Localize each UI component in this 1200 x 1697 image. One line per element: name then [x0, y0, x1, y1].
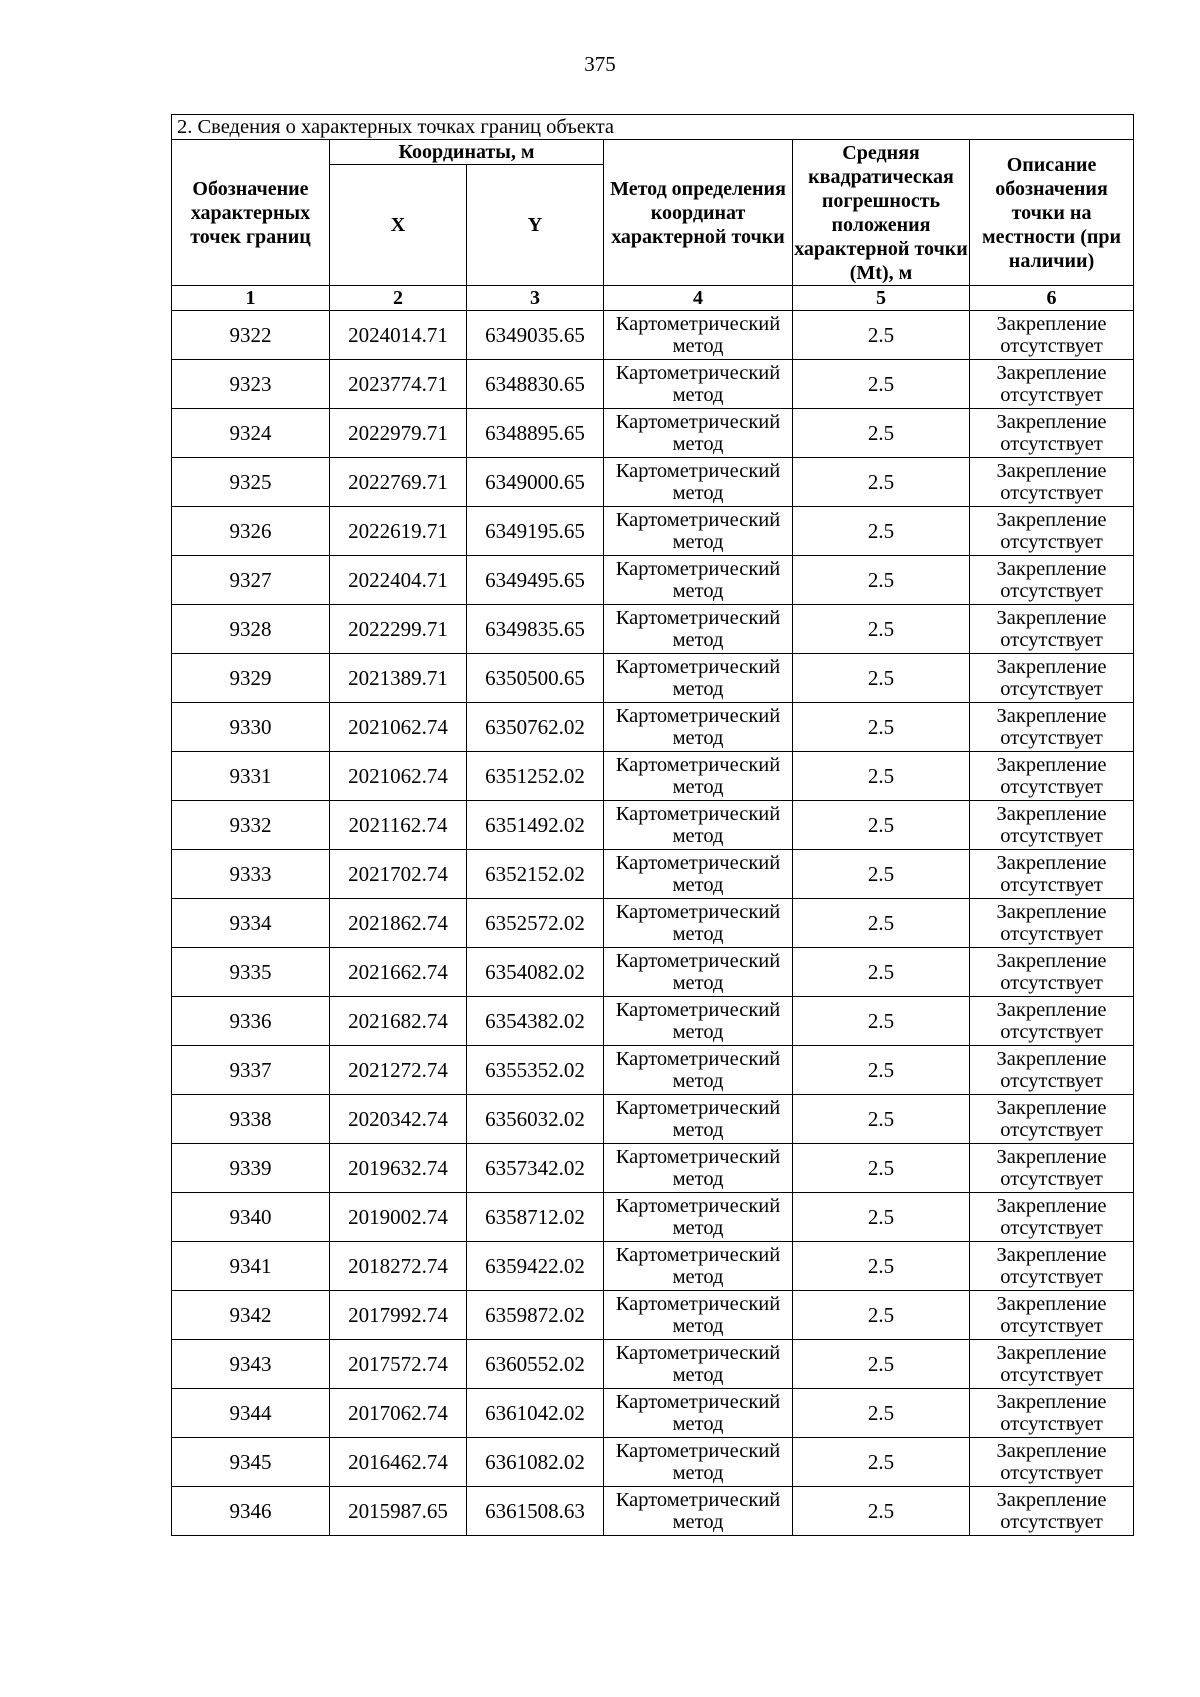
- method-cell: [604, 801, 793, 850]
- description-line-1: Закрепление: [996, 1391, 1107, 1413]
- error-value: 2.5: [793, 1438, 970, 1487]
- point-id: 9325: [172, 458, 330, 507]
- point-id: 9344: [172, 1389, 330, 1438]
- method-line-2: метод: [672, 1413, 724, 1435]
- table-row: [172, 458, 1134, 507]
- column-number: 5: [793, 286, 970, 311]
- description-line-2: отсутствует: [1000, 1266, 1103, 1288]
- coord-x: 2017572.74: [330, 1340, 467, 1389]
- coord-x: 2021662.74: [330, 948, 467, 997]
- description-line-1: Закрепление: [996, 656, 1107, 678]
- description-cell: [970, 605, 1134, 654]
- method-line-1: Картометрический: [615, 754, 781, 776]
- coord-x: 2017062.74: [330, 1389, 467, 1438]
- method-line-2: метод: [672, 1119, 724, 1141]
- coord-y: 6348895.65: [467, 409, 604, 458]
- coord-x: 2015987.65: [330, 1487, 467, 1536]
- error-value: 2.5: [793, 1242, 970, 1291]
- method-line-2: метод: [672, 874, 724, 896]
- error-value: 2.5: [793, 1389, 970, 1438]
- description-line-2: отсутствует: [1000, 1315, 1103, 1337]
- table-row: [172, 507, 1134, 556]
- header-error: Средняя квадратическая погрешность положения характерной точки (Mt), м: [794, 141, 968, 284]
- method-line-1: Картометрический: [615, 1097, 781, 1119]
- method-line-1: Картометрический: [615, 803, 781, 825]
- description-line-2: отсутствует: [1000, 727, 1103, 749]
- column-number: 2: [330, 286, 467, 311]
- column-number: 1: [172, 286, 330, 311]
- description-line-2: отсутствует: [1000, 1168, 1103, 1190]
- column-number: 6: [970, 286, 1134, 311]
- description-line-1: Закрепление: [996, 999, 1107, 1021]
- method-line-2: метод: [672, 384, 724, 406]
- coord-y: 6357342.02: [467, 1144, 604, 1193]
- method-line-2: метод: [672, 335, 724, 357]
- description-line-1: Закрепление: [996, 1146, 1107, 1168]
- description-cell: [970, 1389, 1134, 1438]
- description-line-1: Закрепление: [996, 1097, 1107, 1119]
- table-row: [172, 1389, 1134, 1438]
- coord-y: 6359872.02: [467, 1291, 604, 1340]
- method-cell: [604, 1438, 793, 1487]
- table-row: [172, 605, 1134, 654]
- point-id: 9329: [172, 654, 330, 703]
- method-line-1: Картометрический: [615, 852, 781, 874]
- table-row: [172, 1291, 1134, 1340]
- coord-y: 6348830.65: [467, 360, 604, 409]
- description-line-2: отсутствует: [1000, 580, 1103, 602]
- coord-x: 2022979.71: [330, 409, 467, 458]
- description-cell: [970, 752, 1134, 801]
- method-line-1: Картометрический: [615, 901, 781, 923]
- error-value: 2.5: [793, 1095, 970, 1144]
- coord-y: 6350500.65: [467, 654, 604, 703]
- description-cell: [970, 801, 1134, 850]
- point-id: 9340: [172, 1193, 330, 1242]
- point-id: 9343: [172, 1340, 330, 1389]
- method-line-2: метод: [672, 1021, 724, 1043]
- method-line-1: Картометрический: [615, 1391, 781, 1413]
- description-line-2: отсутствует: [1000, 923, 1103, 945]
- description-line-1: Закрепление: [996, 852, 1107, 874]
- method-line-1: Картометрический: [615, 1244, 781, 1266]
- coord-y: 6361082.02: [467, 1438, 604, 1487]
- description-line-2: отсутствует: [1000, 776, 1103, 798]
- description-cell: [970, 654, 1134, 703]
- description-line-2: отсутствует: [1000, 1217, 1103, 1239]
- method-line-1: Картометрический: [615, 1489, 781, 1511]
- point-id: 9332: [172, 801, 330, 850]
- point-id: 9323: [172, 360, 330, 409]
- method-cell: [604, 997, 793, 1046]
- method-cell: [604, 605, 793, 654]
- description-line-2: отсутствует: [1000, 1413, 1103, 1435]
- error-value: 2.5: [793, 1340, 970, 1389]
- error-value: 2.5: [793, 997, 970, 1046]
- error-value: 2.5: [793, 703, 970, 752]
- description-cell: [970, 1438, 1134, 1487]
- method-line-2: метод: [672, 1462, 724, 1484]
- method-line-1: Картометрический: [615, 1342, 781, 1364]
- method-line-2: метод: [672, 727, 724, 749]
- coord-y: 6349195.65: [467, 507, 604, 556]
- table-row: [172, 899, 1134, 948]
- method-line-1: Картометрический: [615, 1048, 781, 1070]
- coord-y: 6349000.65: [467, 458, 604, 507]
- coord-y: 6351492.02: [467, 801, 604, 850]
- point-id: 9327: [172, 556, 330, 605]
- method-line-2: метод: [672, 1217, 724, 1239]
- method-line-2: метод: [672, 776, 724, 798]
- coord-y: 6352572.02: [467, 899, 604, 948]
- error-value: 2.5: [793, 556, 970, 605]
- description-line-2: отсутствует: [1000, 531, 1103, 553]
- description-line-1: Закрепление: [996, 313, 1107, 335]
- point-id: 9337: [172, 1046, 330, 1095]
- method-cell: [604, 409, 793, 458]
- description-line-1: Закрепление: [996, 362, 1107, 384]
- description-line-1: Закрепление: [996, 460, 1107, 482]
- method-cell: [604, 556, 793, 605]
- method-cell: [604, 1095, 793, 1144]
- error-value: 2.5: [793, 801, 970, 850]
- error-value: 2.5: [793, 752, 970, 801]
- coord-x: 2021062.74: [330, 752, 467, 801]
- coord-x: 2021702.74: [330, 850, 467, 899]
- method-cell: [604, 703, 793, 752]
- description-line-2: отсутствует: [1000, 678, 1103, 700]
- description-line-1: Закрепление: [996, 607, 1107, 629]
- coord-x: 2021682.74: [330, 997, 467, 1046]
- method-line-1: Картометрический: [615, 558, 781, 580]
- method-line-1: Картометрический: [615, 460, 781, 482]
- method-line-1: Картометрический: [615, 705, 781, 727]
- table-row: [172, 1438, 1134, 1487]
- description-line-2: отсутствует: [1000, 972, 1103, 994]
- method-cell: [604, 1487, 793, 1536]
- error-value: 2.5: [793, 1193, 970, 1242]
- error-value: 2.5: [793, 360, 970, 409]
- description-cell: [970, 1291, 1134, 1340]
- method-line-2: метод: [672, 629, 724, 651]
- header-designation: Обозначение характерных точек границ: [172, 140, 330, 286]
- description-line-1: Закрепление: [996, 509, 1107, 531]
- method-cell: [604, 654, 793, 703]
- description-cell: [970, 1046, 1134, 1095]
- coord-y: 6361042.02: [467, 1389, 604, 1438]
- table-row: [172, 556, 1134, 605]
- description-cell: [970, 409, 1134, 458]
- error-value: 2.5: [793, 409, 970, 458]
- point-id: 9326: [172, 507, 330, 556]
- method-cell: [604, 1144, 793, 1193]
- description-line-2: отсутствует: [1000, 1462, 1103, 1484]
- description-line-2: отсутствует: [1000, 1364, 1103, 1386]
- table-row: [172, 948, 1134, 997]
- description-line-1: Закрепление: [996, 1489, 1107, 1511]
- method-cell: [604, 1340, 793, 1389]
- coord-x: 2022404.71: [330, 556, 467, 605]
- coord-y: 6349035.65: [467, 311, 604, 360]
- coord-y: 6355352.02: [467, 1046, 604, 1095]
- coord-y: 6354082.02: [467, 948, 604, 997]
- method-line-1: Картометрический: [615, 1146, 781, 1168]
- description-cell: [970, 1144, 1134, 1193]
- method-line-1: Картометрический: [615, 1440, 781, 1462]
- method-line-1: Картометрический: [615, 362, 781, 384]
- table-row: [172, 1487, 1134, 1536]
- point-id: 9330: [172, 703, 330, 752]
- method-cell: [604, 1193, 793, 1242]
- point-id: 9345: [172, 1438, 330, 1487]
- coord-x: 2018272.74: [330, 1242, 467, 1291]
- coord-y: 6358712.02: [467, 1193, 604, 1242]
- point-id: 9335: [172, 948, 330, 997]
- description-cell: [970, 850, 1134, 899]
- table-row: [172, 997, 1134, 1046]
- method-line-2: метод: [672, 482, 724, 504]
- coord-x: 2022619.71: [330, 507, 467, 556]
- method-line-2: метод: [672, 1364, 724, 1386]
- coord-y: 6350762.02: [467, 703, 604, 752]
- method-cell: [604, 948, 793, 997]
- column-number: 4: [604, 286, 793, 311]
- coord-x: 2021272.74: [330, 1046, 467, 1095]
- description-line-1: Закрепление: [996, 1244, 1107, 1266]
- description-line-1: Закрепление: [996, 1293, 1107, 1315]
- point-id: 9336: [172, 997, 330, 1046]
- point-id: 9346: [172, 1487, 330, 1536]
- description-line-1: Закрепление: [996, 411, 1107, 433]
- coord-y: 6356032.02: [467, 1095, 604, 1144]
- method-line-2: метод: [672, 580, 724, 602]
- description-line-1: Закрепление: [996, 705, 1107, 727]
- description-line-2: отсутствует: [1000, 825, 1103, 847]
- description-cell: [970, 556, 1134, 605]
- description-line-1: Закрепление: [996, 1195, 1107, 1217]
- table-row: [172, 1242, 1134, 1291]
- method-line-2: метод: [672, 825, 724, 847]
- coord-y: 6349495.65: [467, 556, 604, 605]
- point-id: 9322: [172, 311, 330, 360]
- error-value: 2.5: [793, 948, 970, 997]
- method-cell: [604, 752, 793, 801]
- error-value: 2.5: [793, 1291, 970, 1340]
- coord-x: 2020342.74: [330, 1095, 467, 1144]
- method-cell: [604, 458, 793, 507]
- table-row: [172, 1340, 1134, 1389]
- method-line-2: метод: [672, 531, 724, 553]
- description-cell: [970, 507, 1134, 556]
- description-line-2: отсутствует: [1000, 335, 1103, 357]
- description-cell: [970, 360, 1134, 409]
- error-value: 2.5: [793, 1046, 970, 1095]
- header-x: X: [330, 165, 467, 286]
- coord-x: 2021162.74: [330, 801, 467, 850]
- table-row: [172, 654, 1134, 703]
- method-cell: [604, 360, 793, 409]
- point-id: 9341: [172, 1242, 330, 1291]
- method-cell: [604, 850, 793, 899]
- description-cell: [970, 899, 1134, 948]
- description-cell: [970, 703, 1134, 752]
- error-value: 2.5: [793, 311, 970, 360]
- description-line-2: отсутствует: [1000, 874, 1103, 896]
- error-value: 2.5: [793, 605, 970, 654]
- description-cell: [970, 458, 1134, 507]
- table-row: [172, 1046, 1134, 1095]
- coord-x: 2021389.71: [330, 654, 467, 703]
- method-line-2: метод: [672, 1511, 724, 1533]
- description-line-1: Закрепление: [996, 754, 1107, 776]
- description-line-2: отсутствует: [1000, 1070, 1103, 1092]
- table-row: [172, 311, 1134, 360]
- description-cell: [970, 1095, 1134, 1144]
- coord-y: 6351252.02: [467, 752, 604, 801]
- point-id: 9342: [172, 1291, 330, 1340]
- method-line-1: Картометрический: [615, 950, 781, 972]
- coord-x: 2024014.71: [330, 311, 467, 360]
- column-number: 3: [467, 286, 604, 311]
- description-line-2: отсутствует: [1000, 433, 1103, 455]
- point-id: 9333: [172, 850, 330, 899]
- error-value: 2.5: [793, 1144, 970, 1193]
- description-cell: [970, 997, 1134, 1046]
- description-cell: [970, 311, 1134, 360]
- header-method: Метод определения координат характерной точки: [604, 140, 793, 286]
- method-line-2: метод: [672, 972, 724, 994]
- coord-x: 2019002.74: [330, 1193, 467, 1242]
- error-value: 2.5: [793, 507, 970, 556]
- point-id: 9339: [172, 1144, 330, 1193]
- header-y: Y: [467, 165, 604, 286]
- description-line-1: Закрепление: [996, 901, 1107, 923]
- table-row: [172, 1144, 1134, 1193]
- coord-x: 2016462.74: [330, 1438, 467, 1487]
- header-coordinates: Координаты, м: [330, 140, 604, 165]
- coord-x: 2022769.71: [330, 458, 467, 507]
- coord-x: 2021062.74: [330, 703, 467, 752]
- method-line-1: Картометрический: [615, 1195, 781, 1217]
- description-cell: [970, 1193, 1134, 1242]
- table-body: [172, 311, 1134, 1536]
- point-id: 9331: [172, 752, 330, 801]
- method-cell: [604, 1389, 793, 1438]
- method-line-2: метод: [672, 678, 724, 700]
- error-value: 2.5: [793, 1487, 970, 1536]
- description-cell: [970, 1340, 1134, 1389]
- coord-x: 2017992.74: [330, 1291, 467, 1340]
- error-value: 2.5: [793, 458, 970, 507]
- description-line-2: отсутствует: [1000, 629, 1103, 651]
- method-line-2: метод: [672, 1070, 724, 1092]
- point-id: 9328: [172, 605, 330, 654]
- error-value: 2.5: [793, 899, 970, 948]
- description-line-2: отсутствует: [1000, 482, 1103, 504]
- table-row: [172, 409, 1134, 458]
- description-cell: [970, 948, 1134, 997]
- description-cell: [970, 1242, 1134, 1291]
- description-line-1: Закрепление: [996, 558, 1107, 580]
- coord-y: 6360552.02: [467, 1340, 604, 1389]
- method-line-1: Картометрический: [615, 607, 781, 629]
- description-line-1: Закрепление: [996, 1048, 1107, 1070]
- method-line-1: Картометрический: [615, 411, 781, 433]
- table-row: [172, 752, 1134, 801]
- description-line-1: Закрепление: [996, 950, 1107, 972]
- point-id: 9324: [172, 409, 330, 458]
- method-cell: [604, 1242, 793, 1291]
- method-line-1: Картометрический: [615, 313, 781, 335]
- method-line-2: метод: [672, 433, 724, 455]
- point-id: 9338: [172, 1095, 330, 1144]
- coord-y: 6361508.63: [467, 1487, 604, 1536]
- section-title: 2. Сведения о характерных точках границ объекта: [172, 115, 1134, 140]
- table-row: [172, 1095, 1134, 1144]
- description-line-1: Закрепление: [996, 1342, 1107, 1364]
- coord-x: 2021862.74: [330, 899, 467, 948]
- coord-x: 2022299.71: [330, 605, 467, 654]
- method-cell: [604, 899, 793, 948]
- coord-x: 2023774.71: [330, 360, 467, 409]
- method-line-1: Картометрический: [615, 999, 781, 1021]
- method-line-1: Картометрический: [615, 509, 781, 531]
- coord-y: 6354382.02: [467, 997, 604, 1046]
- table-row: [172, 1193, 1134, 1242]
- coord-y: 6349835.65: [467, 605, 604, 654]
- method-cell: [604, 507, 793, 556]
- table-row: [172, 801, 1134, 850]
- method-cell: [604, 1046, 793, 1095]
- table-row: [172, 360, 1134, 409]
- table-row: [172, 703, 1134, 752]
- method-line-1: Картометрический: [615, 1293, 781, 1315]
- point-id: 9334: [172, 899, 330, 948]
- description-line-1: Закрепление: [996, 803, 1107, 825]
- description-line-1: Закрепление: [996, 1440, 1107, 1462]
- method-line-2: метод: [672, 1168, 724, 1190]
- coord-y: 6352152.02: [467, 850, 604, 899]
- description-line-2: отсутствует: [1000, 1119, 1103, 1141]
- boundary-points-table: [171, 114, 1134, 1536]
- header-description: Описание обозначения точки на местности (при наличии): [970, 140, 1134, 286]
- method-line-2: метод: [672, 1315, 724, 1337]
- description-line-2: отсутствует: [1000, 384, 1103, 406]
- description-line-2: отсутствует: [1000, 1021, 1103, 1043]
- method-line-2: метод: [672, 1266, 724, 1288]
- page-number: 375: [584, 52, 616, 76]
- description-line-2: отсутствует: [1000, 1511, 1103, 1533]
- coord-x: 2019632.74: [330, 1144, 467, 1193]
- method-line-2: метод: [672, 923, 724, 945]
- table-row: [172, 850, 1134, 899]
- method-cell: [604, 311, 793, 360]
- method-line-1: Картометрический: [615, 656, 781, 678]
- coord-y: 6359422.02: [467, 1242, 604, 1291]
- error-value: 2.5: [793, 654, 970, 703]
- description-cell: [970, 1487, 1134, 1536]
- error-value: 2.5: [793, 850, 970, 899]
- method-cell: [604, 1291, 793, 1340]
